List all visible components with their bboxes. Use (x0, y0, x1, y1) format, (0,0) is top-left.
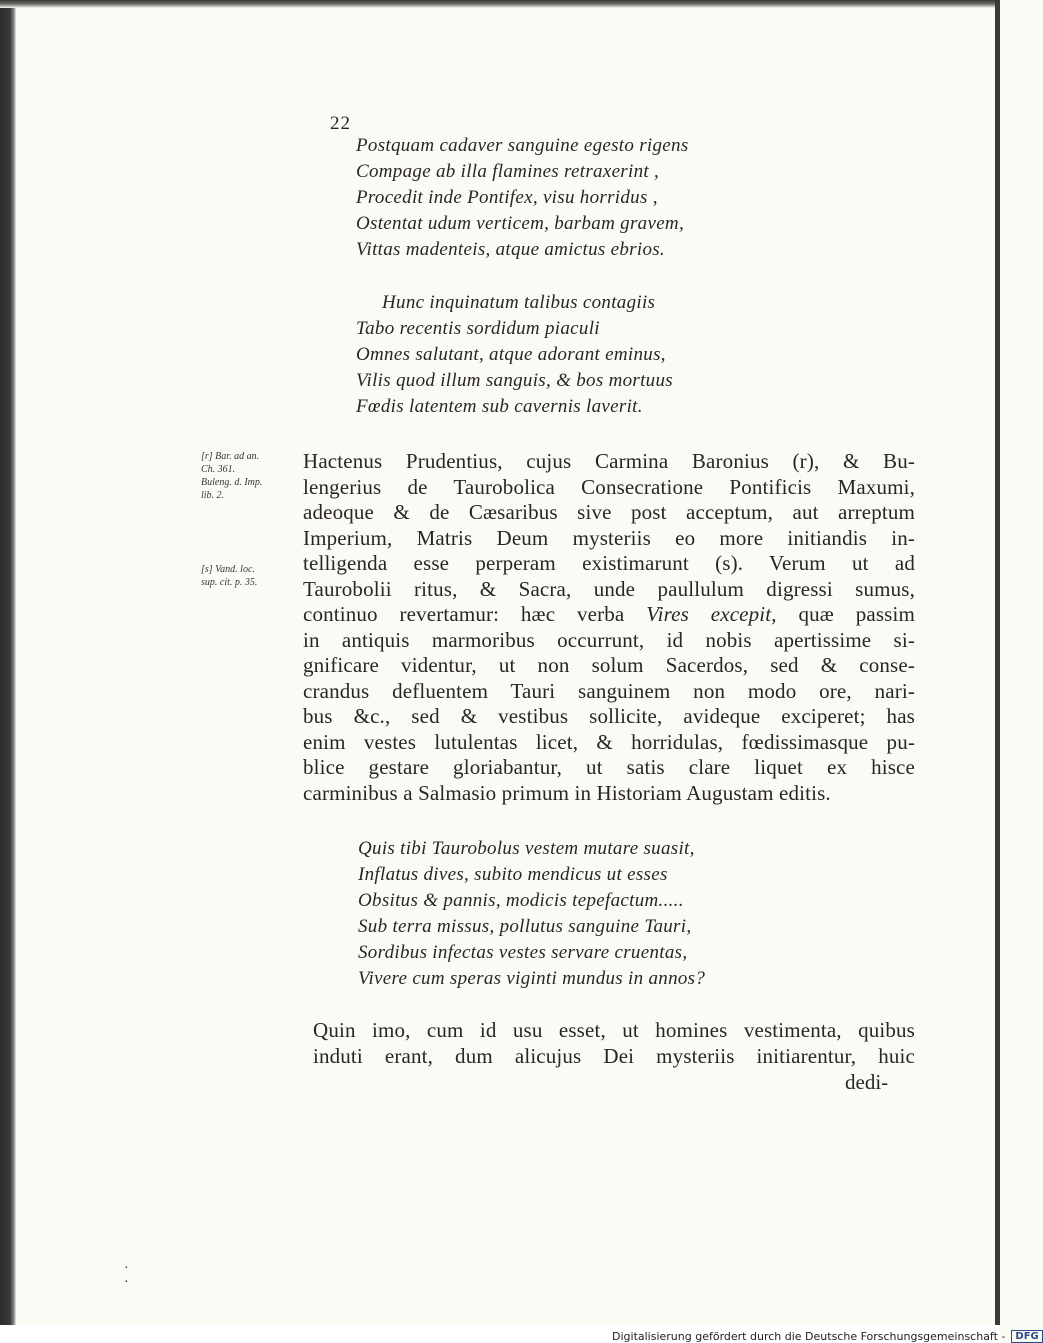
verse-line: Ostentat udum verticem, barbam gravem, (356, 213, 685, 234)
text-run: continuo revertamur: hæc verba (303, 602, 625, 626)
marginal-note-s (201, 563, 299, 589)
text-line: blice gestare gloriabantur, ut satis clare liquet ex hisce (303, 755, 915, 779)
marginal-line: sup. cit. p. 35. (201, 577, 258, 588)
dfg-logo-icon: DFG (1011, 1330, 1042, 1343)
verse-line: Inflatus dives, subito mendicus ut esses (358, 864, 668, 885)
text-line: carminibus a Salmasio primum in Historiam Augustam editis. (303, 780, 831, 805)
verse-line: Postquam cadaver sanguine egesto rigens (356, 135, 689, 156)
verse-line: Omnes salutant, atque adorant eminus, (356, 344, 666, 365)
text-line: Quin imo, cum id usu esset, ut homines vestimenta, quibus (313, 1018, 915, 1042)
verse-line: Fœdis latentem sub cavernis laverit. (356, 396, 643, 417)
italic-phrase: Vires excepit (646, 602, 772, 626)
digitization-footer (612, 1329, 1043, 1343)
verse-line: Tabo recentis sordidum piaculi (356, 318, 600, 339)
text-line: telligenda esse perperam existimarunt (s). Verum ut ad (303, 551, 915, 575)
text-line (303, 602, 915, 628)
text-line: induti erant, dum alicujus Dei mysteriis initiarentur, huic (313, 1043, 915, 1068)
ink-specks: · · (124, 1261, 129, 1290)
verse-line: Quis tibi Taurobolus vestem mutare suasit, (358, 838, 695, 859)
catchword: dedi- (845, 1070, 889, 1094)
marginal-line: lib. 2. (201, 490, 225, 501)
verse-block-1 (356, 133, 689, 263)
text-run: , quæ passim (771, 602, 915, 626)
scan-border-top (0, 0, 1000, 8)
verse-line: Procedit inde Pontifex, visu horridus , (356, 187, 658, 208)
scan-border-left (0, 0, 16, 1343)
verse-line: Hunc inquinatum talibus contagiis (382, 292, 656, 313)
verse-line: Sub terra missus, pollutus sanguine Tauri, (358, 916, 692, 937)
verse-line: Vittas madenteis, atque amictus ebrios. (356, 239, 665, 260)
text-line: Imperium, Matris Deum mysteriis eo more initiandis in- (303, 525, 915, 550)
marginal-line: [s] Vand. loc. (201, 564, 255, 575)
verse-line: Compage ab illa flamines retraxerint , (356, 161, 660, 182)
text-line: lengerius de Taurobolica Consecratione Pontificis Maxumi, (303, 474, 915, 499)
scan-border-right (995, 0, 1000, 1343)
text-line: enim vestes lutulentas licet, & horridulas, fœdissimasque pu- (303, 729, 915, 754)
verse-line: Vivere cum speras viginti mundus in annos? (358, 968, 706, 989)
marginal-line: Buleng. d. Imp. (201, 477, 263, 488)
text-line: in antiquis marmoribus occurrunt, id nobis apertissime si- (303, 627, 915, 652)
verse-line: Vilis quod illum sanguis, & bos mortuus (356, 370, 673, 391)
verse-line: Sordibus infectas vestes servare cruentas, (358, 942, 688, 963)
paragraph-2 (313, 1018, 915, 1069)
footer-text: Digitalisierung gefördert durch die Deutsche Forschungsgemeinschaft - (612, 1329, 1006, 1343)
paragraph-1 (303, 449, 915, 806)
marginal-note-r (201, 450, 299, 502)
page-number: 22 (330, 113, 351, 134)
text-line: crandus defluentem Tauri sanguinem non modo ore, nari- (303, 678, 915, 703)
text-line: Taurobolii ritus, & Sacra, unde paullulum digressi sumus, (303, 576, 915, 601)
marginal-line: Ch. 361. (201, 464, 236, 475)
verse-block-2 (356, 290, 673, 420)
verse-block-3 (358, 836, 705, 992)
text-line: gnificare videntur, ut non solum Sacerdos, sed & conse- (303, 653, 915, 677)
text-line: adeoque & de Cæsaribus sive post acceptum, aut arreptum (303, 500, 915, 524)
text-line: bus &c., sed & vestibus sollicite, avideque exciperet; has (303, 704, 915, 728)
verse-line: Obsitus & pannis, modicis tepefactum..... (358, 890, 684, 911)
text-line: Hactenus Prudentius, cujus Carmina Baronius (r), & Bu- (303, 449, 915, 473)
marginal-line: [r] Bar. ad an. (201, 451, 260, 462)
